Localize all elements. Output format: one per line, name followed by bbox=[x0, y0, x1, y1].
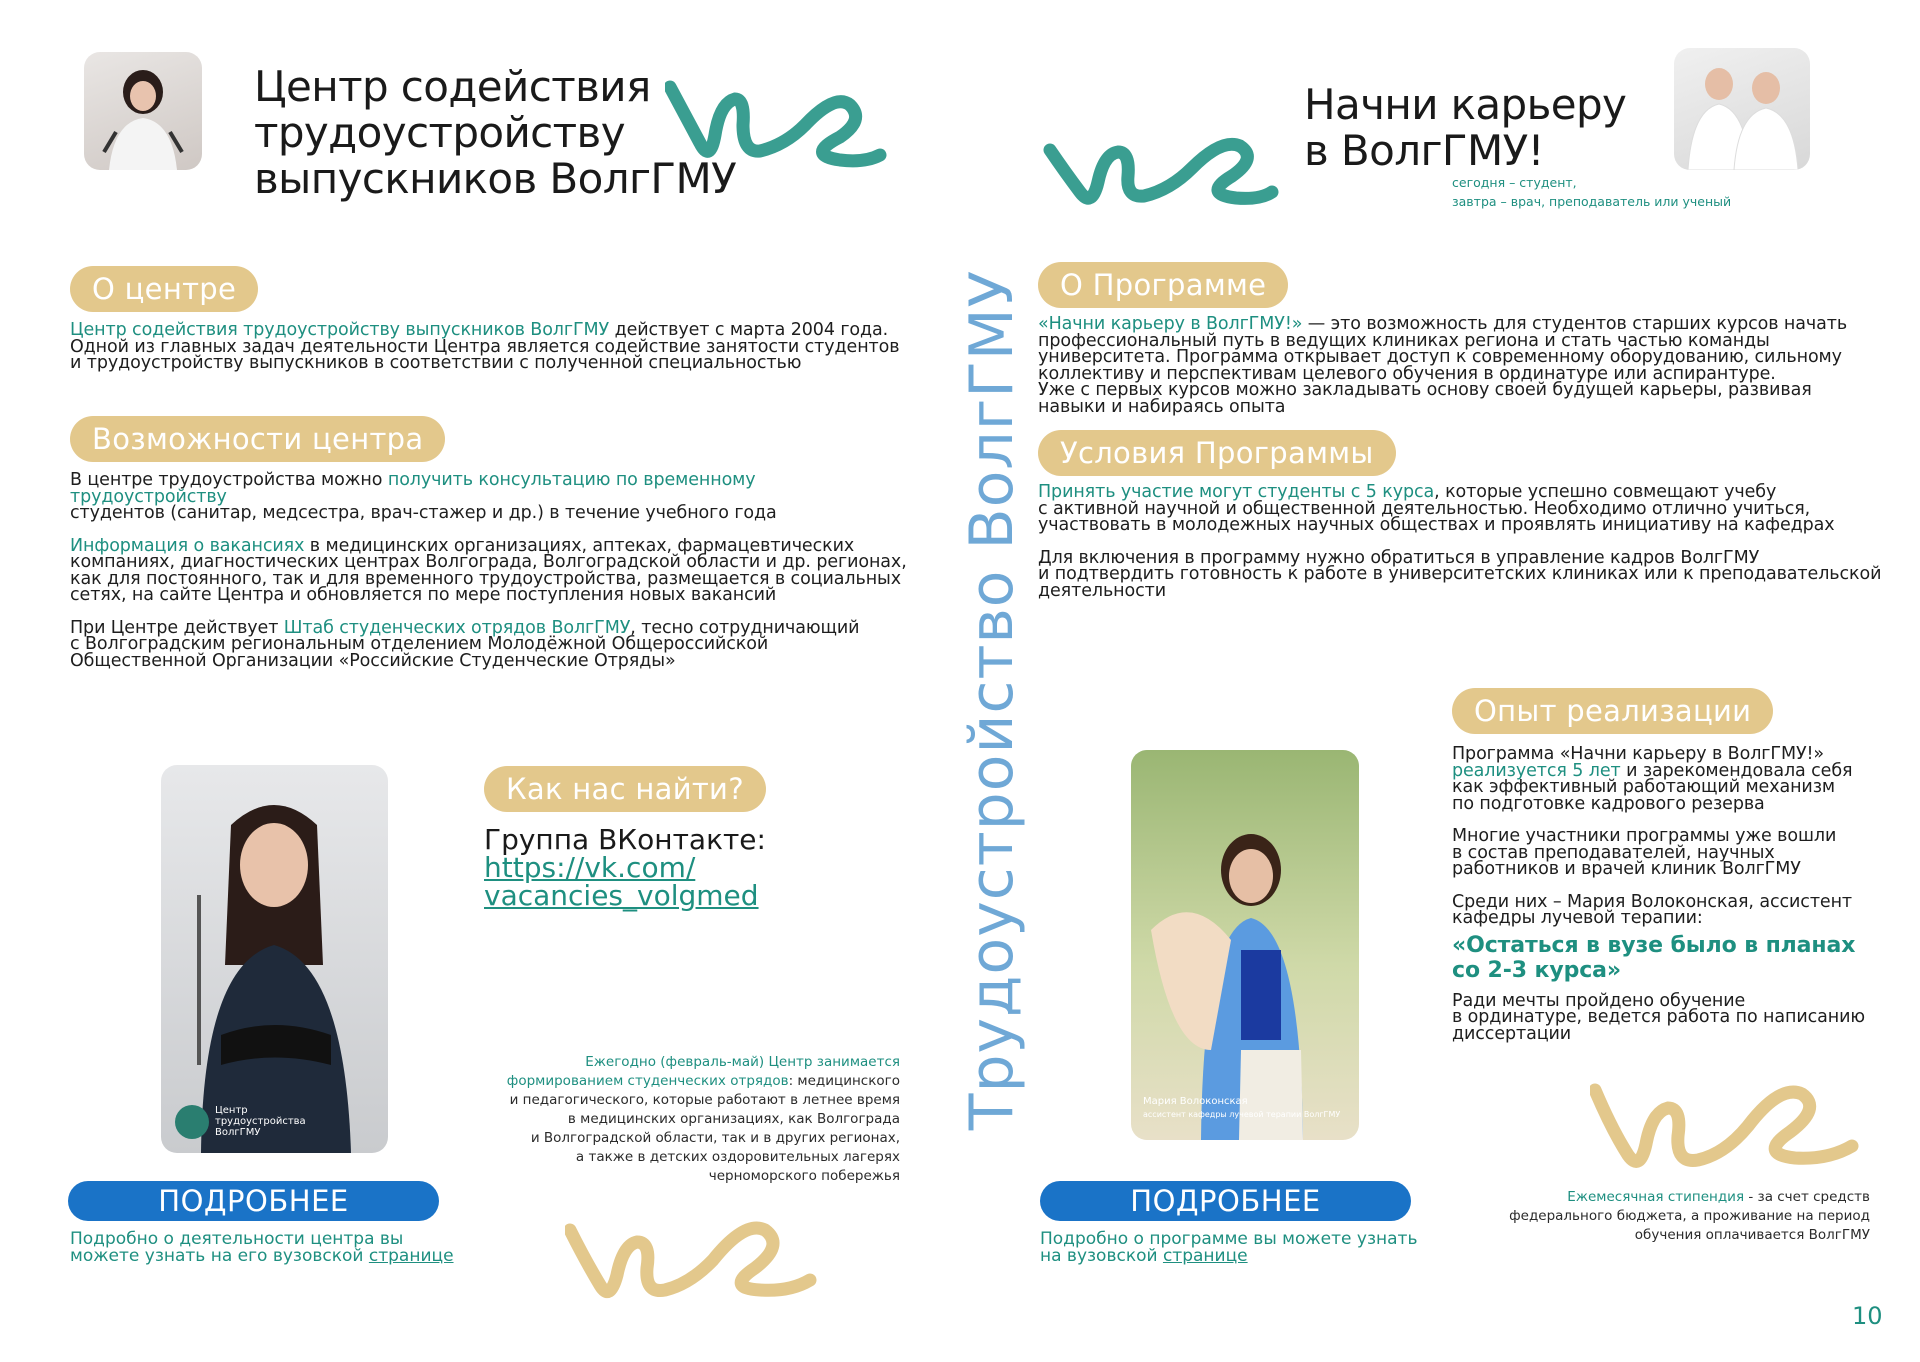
teal-swirl-top-left bbox=[665, 75, 895, 175]
student-squads-caption: Ежегодно (февраль-май) Центр занимается формированием студенческих отрядов: медицинского и педагогического, которые работают в летнее время в медицинских организациях, как Волгограда и Волгоградской области, так и в других регионах, а также в детских оздоровительных лагерях черноморского побережья bbox=[506, 1054, 900, 1184]
squads-formation-link[interactable]: формированием студенческих отрядов bbox=[506, 1073, 789, 1089]
program-conditions-text: Принять участие могут студенты с 5 курса, которые успешно совмещают учебу с активной научной и общественной деятельностью. Необходимо отлично учиться, участвовать в молодежных научных обществах и проявлять инициативу на кафедрах Для включения в программу нужно обратиться в управление кадров ВолгГМУ и подтвердить готовность к работе в университетских клиниках или к преподавательской деятельности bbox=[1038, 482, 1882, 601]
page-number: 10 bbox=[1852, 1302, 1883, 1330]
teal-swirl-top-right bbox=[1040, 110, 1280, 210]
gold-swirl-right bbox=[1590, 1050, 1860, 1180]
more-button-right[interactable]: ПОДРОБНЕЕ bbox=[1040, 1181, 1411, 1221]
stipend-caption: Ежемесячная стипендия - за счет средств федерального бюджета, а проживание на период обучения оплачивается ВолгГМУ bbox=[1509, 1189, 1870, 1243]
gold-swirl-bottom-left bbox=[565, 1190, 825, 1310]
about-center-link[interactable]: Центр содействия трудоустройству выпускников ВолгГМУ bbox=[70, 320, 610, 340]
find-us-tag: Как нас найти? bbox=[484, 766, 766, 812]
vk-link-line-2[interactable]: vacancies_volgmed bbox=[484, 879, 759, 912]
center-logo-icon bbox=[175, 1105, 209, 1139]
program-page-link[interactable]: странице bbox=[1162, 1246, 1248, 1266]
maria-caption-role: ассистент кафедры лучевой терапии ВолгГМУ bbox=[1143, 1110, 1341, 1119]
photo-caption-left: Центр трудоустройства ВолгГМУ bbox=[215, 1105, 306, 1138]
participation-link[interactable]: Принять участие могут студенты с 5 курса bbox=[1038, 482, 1435, 502]
about-program-tag: О Программе bbox=[1038, 262, 1288, 308]
consultation-link[interactable]: получить консультацию по временному трудоустройству bbox=[70, 470, 756, 507]
maria-caption-name: Мария Волоконская bbox=[1143, 1096, 1248, 1107]
header-doctors-photo bbox=[1674, 48, 1810, 170]
stipend-link[interactable]: Ежемесячная стипендия bbox=[1567, 1189, 1745, 1205]
opportunities-text: В центре трудоустройства можно получить консультацию по временному трудоустройству студентов (санитар, медсестра, врач-стажер и др.) в течение учебного года Информация о вакансиях в медицинских организациях, аптеках, фармацевтических компаниях, диагностических центрах Волгограда, Волгоградской области и др. регионах, как для постоянного, так и для временного трудоустройства, размещается в социальных сетях, на сайте Центра и обновляется по мере поступления новых вакансий При Центре действует Штаб студенческих отрядов ВолгГМУ, тесно сотрудничающий с Волгоградским региональным отделением Молодёжной Общероссийской Общественной Организации «Российские Студенческие Отряды» bbox=[70, 470, 907, 671]
more-button-left[interactable]: ПОДРОБНЕЕ bbox=[68, 1181, 439, 1221]
vk-link-line-1[interactable]: https://vk.com/ bbox=[484, 851, 696, 884]
program-conditions-tag: Условия Программы bbox=[1038, 430, 1396, 476]
realized-years-link[interactable]: реализуется 5 лет bbox=[1452, 760, 1621, 781]
opportunities-tag: Возможности центра bbox=[70, 416, 445, 462]
right-subtitle: сегодня – студент, завтра – врач, преподаватель или ученый bbox=[1452, 175, 1732, 209]
about-program-text: «Начни карьеру в ВолгГМУ!» — это возможность для студентов старших курсов начать профессиональный путь в ведущих клиниках региона и стать частью команды университета. Программа открывает доступ к современному оборудованию, сильному коллективу и перспективам целевого обучения в ординатуре или аспирантуре. Уже с первых курсов можно закладывать основу своей будущей карьеры, развивая навыки и набираясь опыта bbox=[1038, 314, 1848, 417]
header-avatar-left bbox=[84, 52, 202, 170]
experience-text: Программа «Начни карьеру в ВолгГМУ!» реализуется 5 лет и зарекомендовала себя как эффективный работающий механизм по подготовке кадрового резерва Многие участники программы уже вошли в состав преподавателей, научных работников и врачей клиник ВолгГМУ Среди них – Мария Волоконская, ассистент кафедры лучевой терапии: «Остаться в вузе было в планах со 2-3 курса» Ради мечты пройдено обучение в ординатуре, ведется работа по написанию диссертации bbox=[1452, 746, 1912, 1058]
more-text-right: Подробно о программе вы можете узнать на вузовской странице bbox=[1040, 1229, 1418, 1266]
student-squads-link[interactable]: Штаб студенческих отрядов ВолгГМУ bbox=[283, 617, 631, 638]
program-link[interactable]: «Начни карьеру в ВолгГМУ!» bbox=[1038, 314, 1303, 334]
right-title: Начни карьеру в ВолгГМУ! bbox=[1304, 80, 1627, 175]
experience-tag: Опыт реализации bbox=[1452, 688, 1773, 734]
vacancies-link[interactable]: Информация о вакансиях bbox=[70, 535, 305, 556]
center-page-link[interactable]: странице bbox=[368, 1246, 454, 1266]
quote: «Остаться в вузе было в планах со 2-3 курса» bbox=[1452, 932, 1856, 983]
left-title: Центр содействия трудоустройству выпускников ВолгГМУ bbox=[254, 62, 737, 203]
center-staff-photo bbox=[161, 765, 388, 1153]
more-text-left: Подробно о деятельности центра вы можете узнать на его вузовской странице bbox=[70, 1229, 454, 1266]
maria-photo bbox=[1131, 750, 1359, 1140]
about-center-text: Центр содействия трудоустройству выпускников ВолгГМУ действует с марта 2004 года. Одной из главных задач деятельности Центра является содействие занятости студентов и трудоустройству выпускников в соответствии с полученной специальностью bbox=[70, 320, 900, 373]
about-center-tag: О центре bbox=[70, 266, 258, 312]
vk-group: Группа ВКонтакте: https://vk.com/ vacancies_volgmed bbox=[484, 823, 766, 912]
